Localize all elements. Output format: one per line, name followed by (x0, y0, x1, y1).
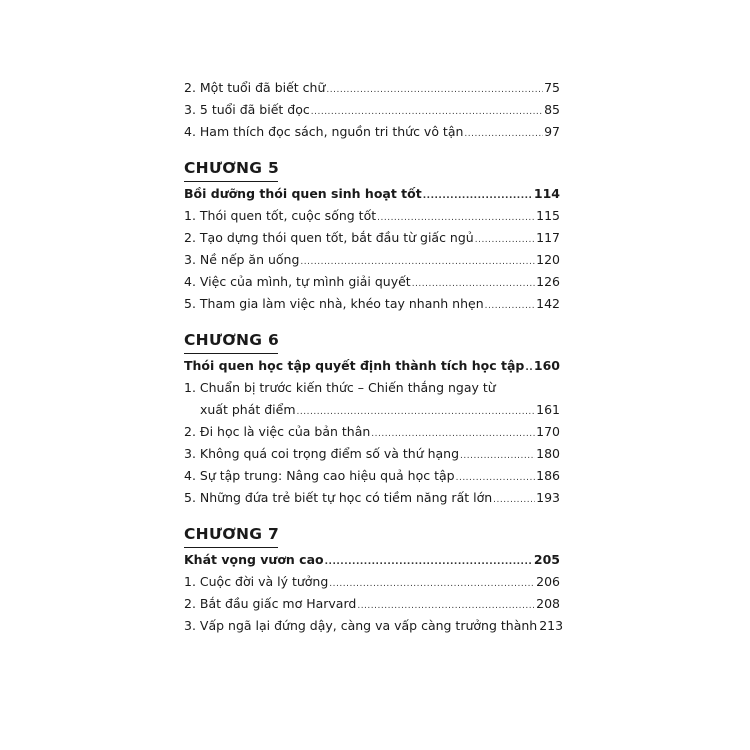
dot-leader (485, 293, 536, 317)
toc-entry-page: 115 (536, 208, 560, 223)
toc-entry-page: 142 (536, 296, 560, 311)
toc-entry (184, 399, 560, 421)
toc-entry-label: 3. Vấp ngã lại đứng dậy, càng va vấp càng trưởng thành (184, 618, 538, 633)
toc-entry (184, 227, 560, 249)
toc-entry (184, 487, 560, 509)
toc-entry-label: 1. Thói quen tốt, cuộc sống tốt (184, 208, 377, 223)
dot-leader (371, 421, 535, 445)
toc-entry-label: 5. Tham gia làm việc nhà, khéo tay nhanh nhẹn (184, 296, 484, 311)
chapter-section (184, 549, 560, 571)
dot-leader (493, 487, 535, 511)
toc-entry-label: 2. Một tuổi đã biết chữ (184, 80, 326, 95)
chapter-heading: CHƯƠNG 7 (184, 525, 280, 543)
toc-entry-label: 3. Nề nếp ăn uống (184, 252, 300, 267)
toc-entry (184, 271, 560, 293)
chapter-section (184, 355, 560, 377)
dot-leader (423, 183, 533, 207)
chapter-section (184, 183, 560, 205)
section-page: 205 (533, 552, 560, 567)
toc-entry-first-line: 1. Chuẩn bị trước kiến thức – Chiến thắng ngay từ (184, 380, 496, 395)
dot-leader (412, 271, 535, 295)
toc-entry-page: 161 (536, 402, 560, 417)
toc-entry-page: 126 (536, 274, 560, 289)
dot-leader (464, 121, 543, 145)
section-label: Khát vọng vươn cao (184, 552, 324, 567)
dot-leader (475, 227, 535, 251)
toc-entry (184, 249, 560, 271)
dot-leader (329, 571, 535, 595)
toc-entry-label: 3. 5 tuổi đã biết đọc (184, 102, 310, 117)
chapter-heading: CHƯƠNG 5 (184, 159, 280, 177)
toc-entry-page: 117 (536, 230, 560, 245)
toc-entry-page: 85 (544, 102, 560, 117)
dot-leader (460, 443, 535, 467)
toc-entry-page: 213 (539, 618, 564, 633)
toc-entry-label: 4. Sự tập trung: Nâng cao hiệu quả học tập (184, 468, 455, 483)
dot-leader (456, 465, 536, 489)
section-page: 160 (533, 358, 560, 373)
toc-entry-label: 3. Không quá coi trọng điểm số và thứ hạng (184, 446, 460, 461)
dot-leader (326, 77, 543, 101)
toc-entry-page: 206 (536, 574, 560, 589)
chapter-heading: CHƯƠNG 6 (184, 331, 280, 349)
toc-entry-page: 120 (536, 252, 560, 267)
table-of-contents (184, 77, 564, 637)
toc-entry-label: 4. Ham thích đọc sách, nguồn tri thức vô tận (184, 124, 464, 139)
toc-entry (184, 465, 560, 487)
chapter-rule (184, 181, 278, 182)
dot-leader (311, 99, 543, 123)
toc-entry-page: 186 (536, 468, 560, 483)
toc-entry (184, 205, 560, 227)
dot-leader (300, 249, 535, 273)
toc-entry (184, 593, 560, 615)
section-label: Bồi dưỡng thói quen sinh hoạt tốt (184, 186, 422, 201)
toc-entry (184, 615, 564, 637)
toc-entry (184, 293, 560, 315)
chapter-rule (184, 353, 278, 354)
toc-entry (184, 121, 560, 143)
section-label: Thói quen học tập quyết định thành tích học tập (184, 358, 525, 373)
toc-entry-label: 2. Bắt đầu giấc mơ Harvard (184, 596, 357, 611)
toc-entry-page: 170 (536, 424, 560, 439)
section-page: 114 (533, 186, 560, 201)
toc-entry-label: 4. Việc của mình, tự mình giải quyết (184, 274, 411, 289)
chapter-rule (184, 547, 278, 548)
toc-entry-page: 75 (544, 80, 560, 95)
toc-entry-page: 208 (536, 596, 560, 611)
toc-entry (184, 99, 560, 121)
toc-entry-page: 193 (536, 490, 560, 505)
toc-entry-page: 97 (544, 124, 560, 139)
toc-entry (184, 421, 560, 443)
toc-entry (184, 571, 560, 593)
toc-entry-label: 2. Đi học là việc của bản thân (184, 424, 371, 439)
dot-leader (357, 593, 535, 617)
toc-entry (184, 443, 560, 465)
toc-entry-label: 5. Những đứa trẻ biết tự học có tiềm năng rất lớn (184, 490, 493, 505)
toc-entry-label: xuất phát điểm (200, 402, 296, 417)
dot-leader (325, 549, 533, 573)
dot-leader (525, 355, 533, 379)
toc-entry (184, 77, 560, 99)
toc-entry-label: 1. Cuộc đời và lý tưởng (184, 574, 329, 589)
dot-leader (377, 205, 535, 229)
dot-leader (297, 399, 536, 423)
toc-entry-page: 180 (536, 446, 560, 461)
toc-entry-label: 2. Tạo dựng thói quen tốt, bắt đầu từ giấc ngủ (184, 230, 474, 245)
